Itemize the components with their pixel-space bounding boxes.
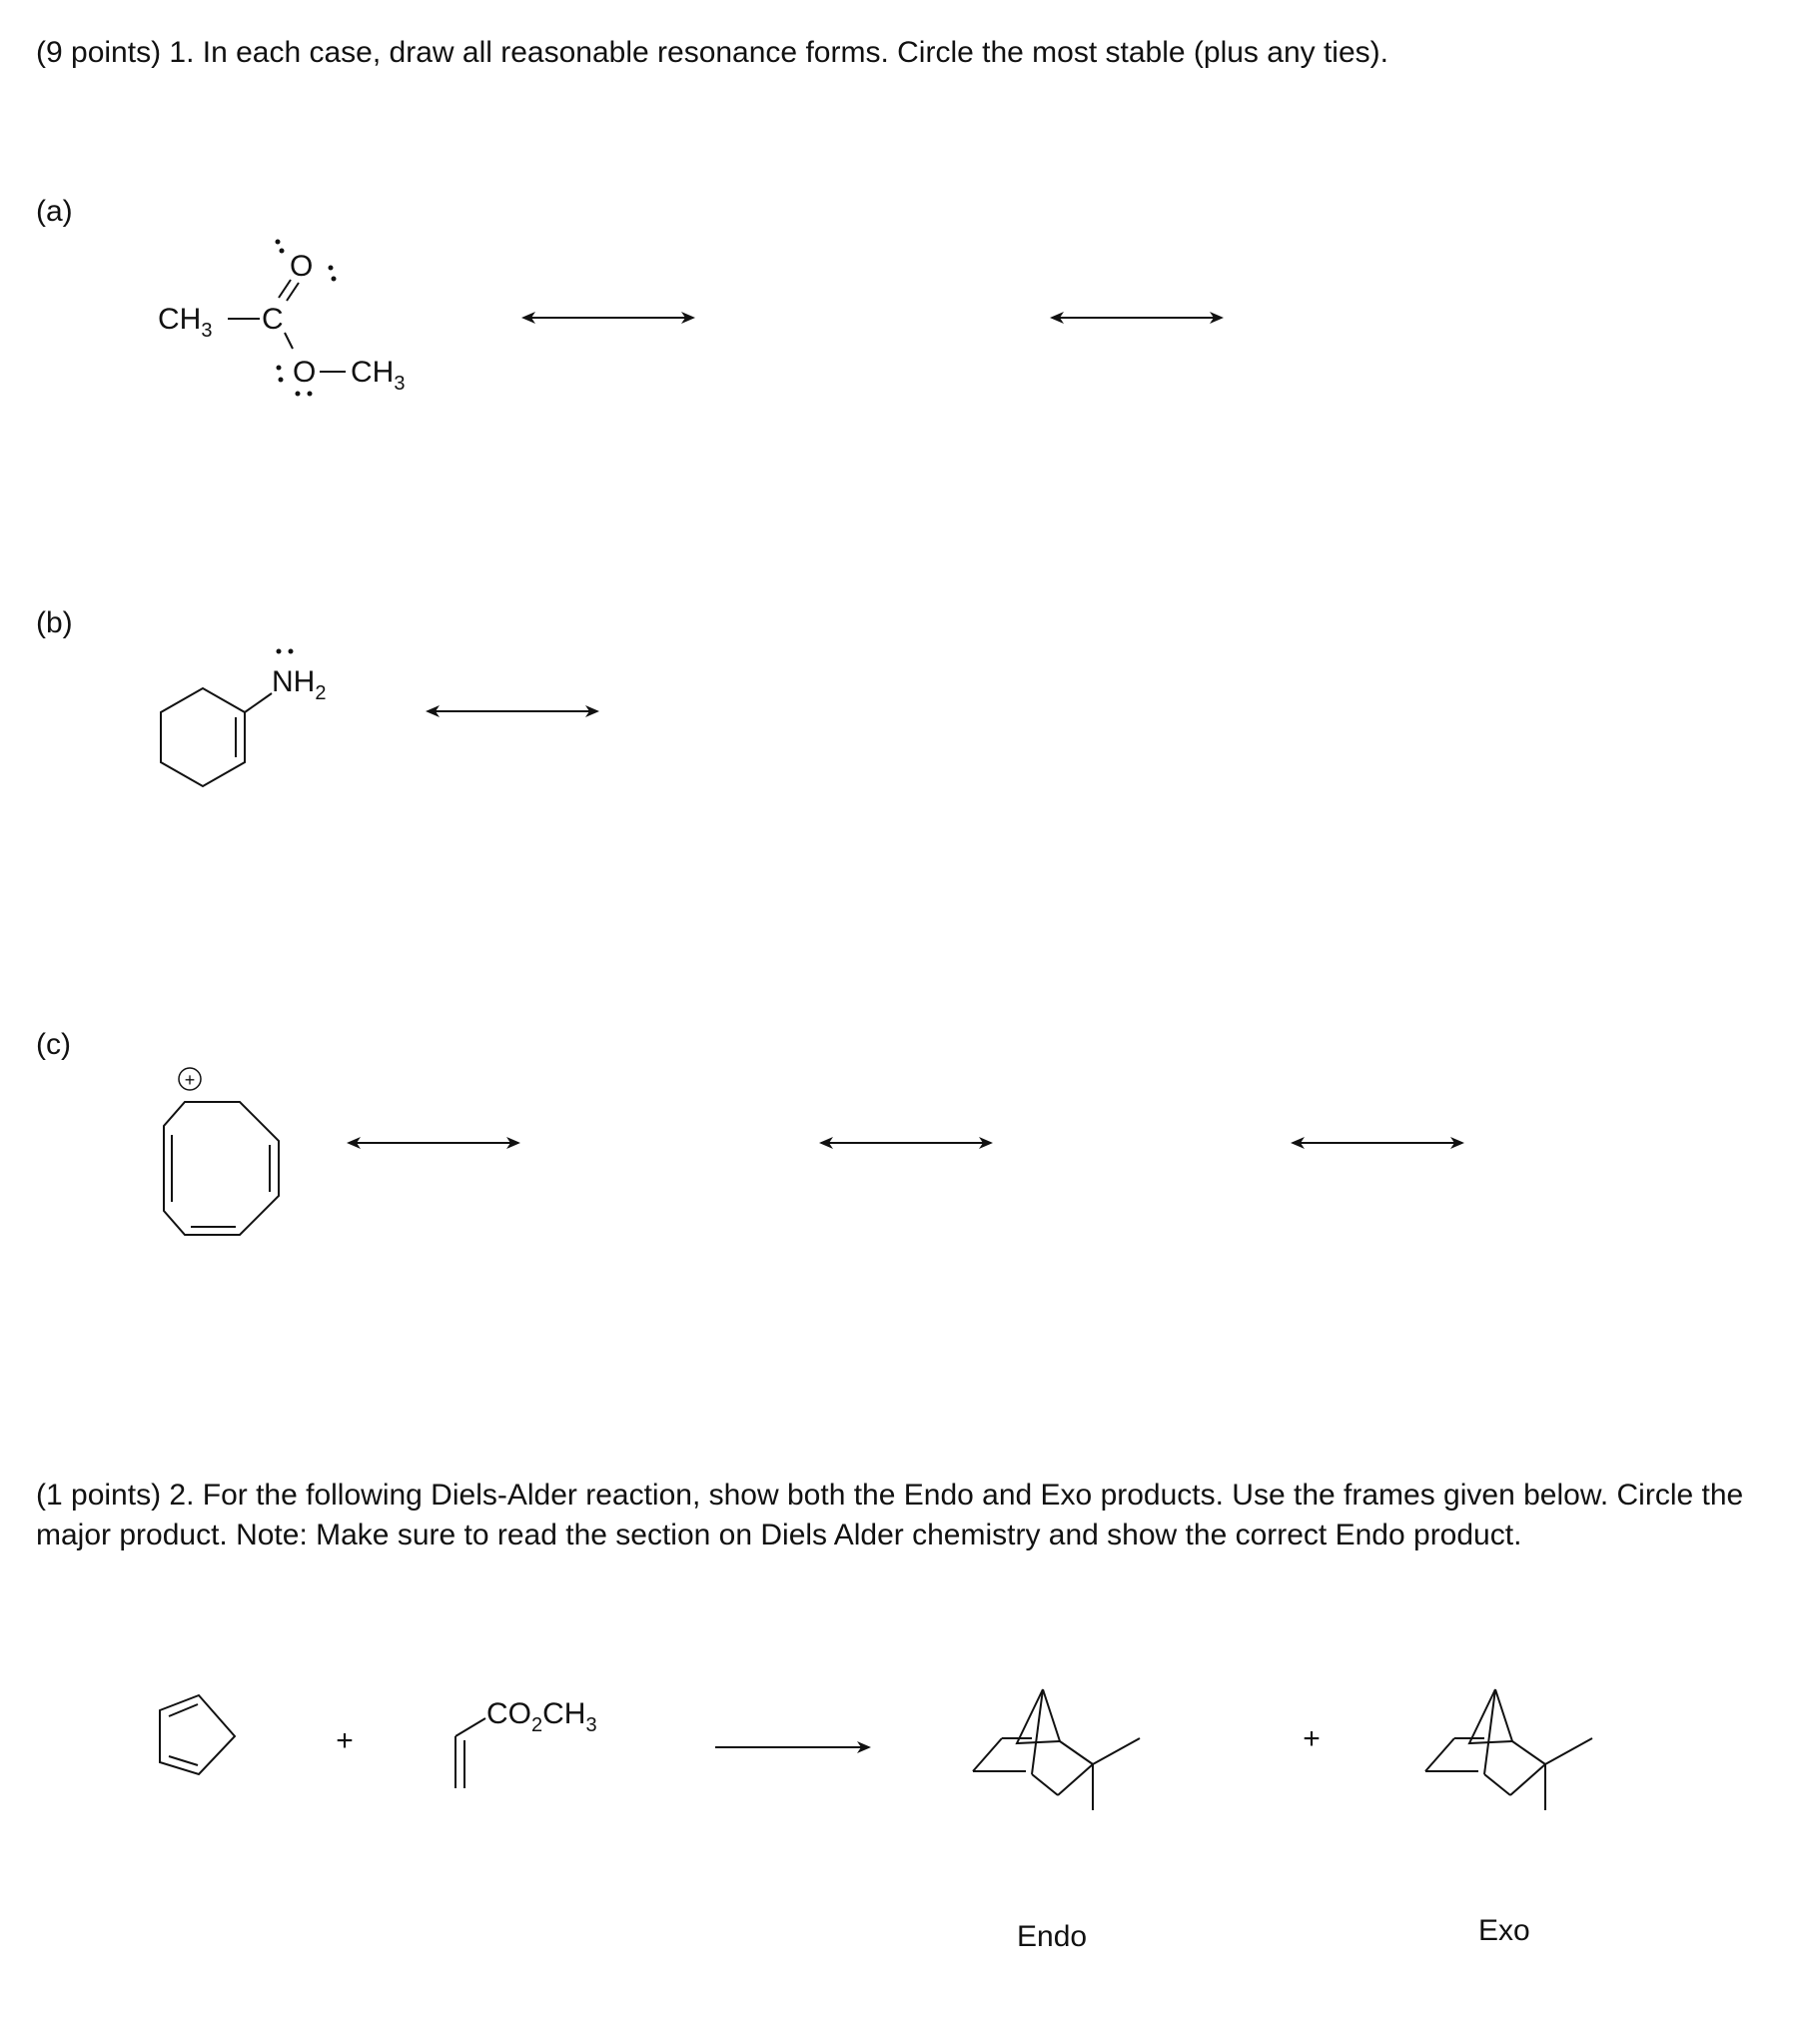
molecule-cyclohexenylamine <box>161 649 326 787</box>
lone-pair-dot <box>332 277 337 282</box>
exo-product-frame <box>1425 1689 1592 1810</box>
carbonyl-carbon-label: C <box>262 303 284 336</box>
lone-pair-dot <box>277 649 282 654</box>
carbonyl-oxygen-label: O <box>290 250 314 283</box>
question-2-prompt: (1 points) 2. For the following Diels-Alder reaction, show both the Endo and Exo products. Use the frames given below. Circle the major product. Note: Make sure to read the section on Diels Alder chemistry and show the correct Endo product. <box>36 1479 1744 1551</box>
molecule-cyclopentadiene <box>160 1695 235 1774</box>
plus-sign-reactants: + <box>336 1724 354 1757</box>
part-b-label: (b) <box>36 606 73 639</box>
cyclooctatriene-ring <box>164 1102 279 1235</box>
question-1-prompt: (9 points) 1. In each case, draw all reasonable resonance forms. Circle the most stable (plus any ties). <box>36 36 1388 69</box>
double-bond-c-o-2 <box>287 283 299 301</box>
ring-double-bond-2 <box>169 1756 198 1765</box>
nh2-label: $NH_2$ <box>272 665 327 704</box>
lone-pair-dot <box>280 249 285 254</box>
cyclohexene-ring <box>161 688 245 786</box>
part-c-label: (c) <box>36 1028 71 1061</box>
endo-product-frame <box>973 1689 1140 1810</box>
exo-label: Exo <box>1478 1914 1530 1947</box>
bond-c-o-single <box>285 333 293 349</box>
lone-pair-dot <box>296 392 301 397</box>
ch3-left-label: $CH_3$ <box>158 303 213 342</box>
lone-pair-dot <box>279 378 284 383</box>
molecule-methyl-acetate <box>158 240 405 397</box>
molecule-cyclooctatrienyl-cation <box>164 1068 279 1235</box>
lone-pair-dot <box>289 649 294 654</box>
plus-sign-products: + <box>1303 1722 1321 1755</box>
ch3-right-label: $CH_3$ <box>351 356 406 395</box>
ester-group-label: $CO_2CH_3$ <box>486 1697 597 1736</box>
lone-pair-dot <box>308 392 313 397</box>
vinyl-bond-to-ester <box>455 1718 485 1736</box>
part-a-label: (a) <box>36 195 73 228</box>
positive-charge-sign: + <box>184 1070 196 1090</box>
endo-label: Endo <box>1017 1920 1088 1953</box>
cyclopentadiene-ring <box>160 1695 235 1774</box>
lone-pair-dot <box>277 366 282 371</box>
ester-oxygen-label: O <box>293 356 317 389</box>
molecule-methyl-acrylate <box>455 1697 597 1788</box>
lone-pair-dot <box>276 240 281 245</box>
lone-pair-dot <box>329 266 334 271</box>
bond-c-n <box>245 693 272 712</box>
